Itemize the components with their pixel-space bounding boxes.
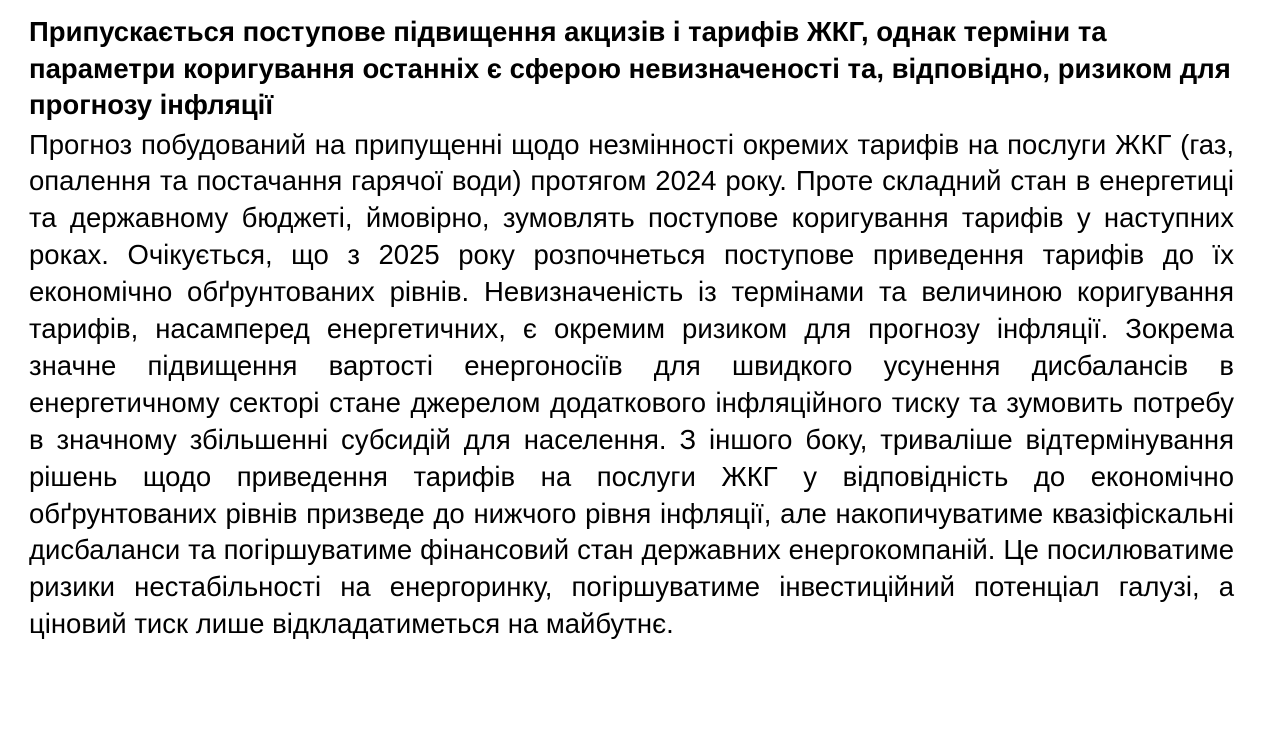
- body-paragraph: Прогноз побудований на припущенні щодо незмінності окремих тарифів на послуги ЖКГ (газ, опалення та постачання гарячої води) протягом 2024 року. Проте складний стан в енергетиці та державному бюджеті, ймовірно, зумовлять поступове коригування тарифів у наступних роках. Очікується, що з 2025 року розпочнеться поступове приведення тарифів до їх економічно обґрунтованих рівнів. Невизначеність із термінами та величиною коригування тарифів, насамперед енергетичних, є окремим ризиком для прогнозу інфляції. Зокрема значне підвищення вартості енергоносіїв для швидкого усунення дисбалансів в енергетичному секторі стане джерелом додаткового інфляційного тиску та зумовить потребу в значному збільшенні субсидій для населення. З іншого боку, триваліше відтермінування рішень щодо приведення тарифів на послуги ЖКГ у відповідність до економічно обґрунтованих рівнів призведе до нижчого рівня інфляції, але накопичуватиме квазіфіскальні дисбаланси та погіршуватиме фінансовий стан державних енергокомпаній. Це посилюватиме ризики нестабільності на енергоринку, погіршуватиме інвестиційний потенціал галузі, а ціновий тиск лише відкладатиметься на майбутнє.: [29, 128, 1234, 640]
- section-heading: Припускається поступове підвищення акцизів і тарифів ЖКГ, однак терміни та параметри коригування останніх є сферою невизначеності та, відповідно, ризиком для прогнозу інфляції: [29, 16, 1231, 120]
- document-section: [29, 14, 1234, 643]
